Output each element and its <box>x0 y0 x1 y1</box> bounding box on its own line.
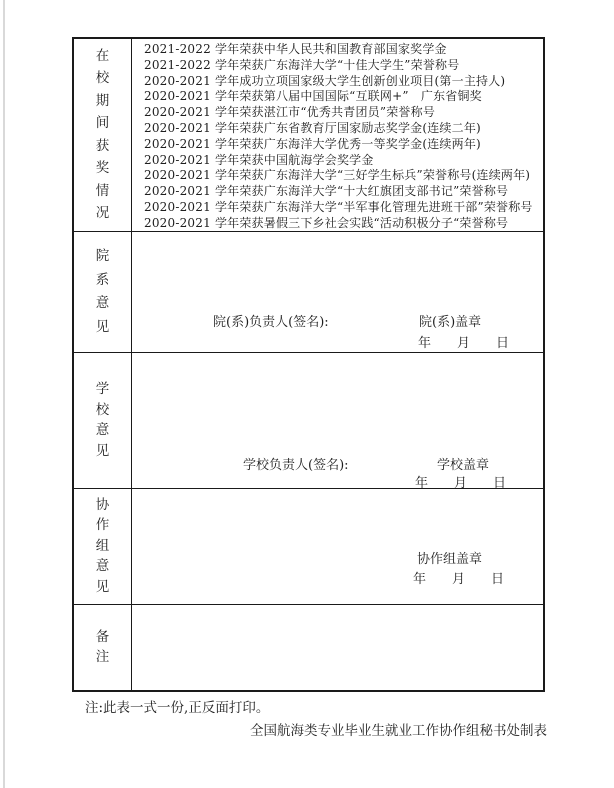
label-char: 奖 <box>95 160 110 176</box>
label-char: 见 <box>95 442 110 459</box>
award-item: 2021-2022 学年荣获广东海洋大学“十佳大学生”荣誉称号 <box>144 57 460 72</box>
label-char: 获 <box>95 137 110 154</box>
label-char: 意 <box>95 295 110 311</box>
label-char: 见 <box>95 318 110 335</box>
department-date-label: 年 月 日 <box>418 336 510 351</box>
note-text: 注:此表一式一份,正反面打印。 <box>85 700 270 716</box>
label-char: 意 <box>95 558 110 575</box>
group-opinion-cell <box>132 489 543 604</box>
group-opinion-label <box>74 489 132 604</box>
award-item: 2020-2021 学年荣获暑假三下乡社会实践“活动积极分子“荣誉称号 <box>144 215 509 230</box>
award-item: 2020-2021 学年荣获广东省教育厅国家励志奖学金(连续二年) <box>144 120 481 135</box>
label-char: 作 <box>95 517 110 534</box>
row-department-opinion <box>74 232 543 353</box>
row-group-opinion <box>74 489 543 605</box>
footer-text: 全国航海类专业毕业生就业工作协作组秘书处制表 <box>250 723 547 739</box>
school-signer-label: 学校负责人(签名): <box>243 458 349 473</box>
department-opinion-label <box>74 232 132 352</box>
label-char: 协 <box>95 496 110 513</box>
label-char: 见 <box>95 578 110 595</box>
label-char: 校 <box>95 401 110 418</box>
page-edge-line <box>3 0 5 788</box>
label-char: 况 <box>95 205 110 221</box>
label-char: 备 <box>95 629 110 645</box>
label-char: 院 <box>95 248 110 264</box>
school-stamp-label: 学校盖章 <box>437 458 490 473</box>
row-awards <box>74 39 543 232</box>
approval-table <box>72 37 545 692</box>
remarks-cell <box>132 605 543 690</box>
award-item: 2020-2021 学年荣获广东海洋大学优秀一等奖学金(连续两年) <box>144 136 481 151</box>
award-item: 2020-2021 学年荣获广东海洋大学“十大红旗团支部书记”荣誉称号 <box>144 184 509 199</box>
label-char: 组 <box>95 537 110 554</box>
school-date-label: 年 月 日 <box>415 476 507 491</box>
row-remarks <box>74 605 543 690</box>
department-opinion-cell <box>132 232 543 352</box>
award-item: 2020-2021 学年成功立项国家级大学生创新创业项目(第一主持人) <box>144 73 506 88</box>
label-char: 在 <box>95 47 110 64</box>
label-char: 期 <box>95 92 110 109</box>
awards-row-label <box>74 39 132 231</box>
label-char: 意 <box>95 422 110 438</box>
award-item: 2020-2021 学年荣获广东海洋大学“三好学生标兵”荣誉称号(连续两年) <box>144 168 531 183</box>
remarks-label <box>74 605 132 690</box>
awards-list <box>132 39 543 231</box>
school-opinion-cell <box>132 353 543 491</box>
label-char: 系 <box>95 271 110 288</box>
group-stamp-label: 协作组盖章 <box>417 552 483 567</box>
label-char: 校 <box>95 70 110 86</box>
label-char: 情 <box>95 182 110 199</box>
label-char: 注 <box>95 648 110 665</box>
label-char: 学 <box>95 381 110 397</box>
label-char: 间 <box>95 115 110 131</box>
award-item: 2020-2021 学年荣获湛江市“优秀共青团员”荣誉称号 <box>144 105 436 120</box>
award-item: 2021-2022 学年荣获中华人民共和国教育部国家奖学金 <box>144 42 447 56</box>
department-stamp-label: 院(系)盖章 <box>419 315 482 330</box>
award-item: 2020-2021 学年荣获第八届中国国际“互联网+” 广东省铜奖 <box>144 89 482 104</box>
group-date-label: 年 月 日 <box>413 572 505 587</box>
award-item: 2020-2021 学年荣获中国航海学会奖学金 <box>144 152 374 167</box>
department-signer-label: 院(系)负责人(签名): <box>213 315 329 330</box>
school-opinion-label <box>74 353 132 488</box>
row-school-opinion <box>74 353 543 489</box>
award-item: 2020-2021 学年荣获广东海洋大学“半军事化管理先进班干部”荣誉称号 <box>144 199 533 214</box>
